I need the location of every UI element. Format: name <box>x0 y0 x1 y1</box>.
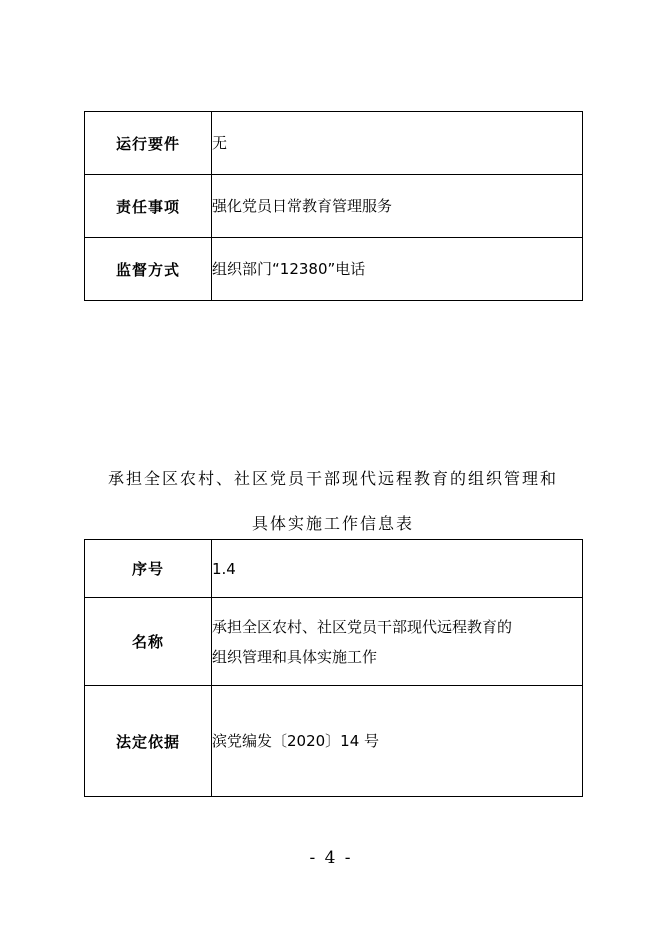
row-value: 滨党编发〔2020〕14 号 <box>212 686 583 797</box>
section-heading-line-1: 承担全区农村、社区党员干部现代远程教育的组织管理和 <box>107 469 558 488</box>
row-value: 强化党员日常教育管理服务 <box>212 175 583 238</box>
row-label: 名称 <box>85 598 212 686</box>
table-row <box>85 540 583 598</box>
table-row <box>85 598 583 686</box>
row-label: 监督方式 <box>85 238 212 301</box>
section-heading <box>84 456 582 546</box>
table-row <box>85 238 583 301</box>
table-operation-requirements <box>84 111 583 301</box>
row-value: 组织部门“12380”电话 <box>212 238 583 301</box>
table-row <box>85 175 583 238</box>
table-row <box>85 112 583 175</box>
page-number: - 4 - <box>309 848 353 868</box>
row-value: 无 <box>212 112 583 175</box>
row-value-line-2: 组织管理和具体实施工作 <box>212 647 378 666</box>
section-heading-line-2: 具体实施工作信息表 <box>251 514 414 533</box>
row-label: 序号 <box>85 540 212 598</box>
row-label: 法定依据 <box>85 686 212 797</box>
row-label: 运行要件 <box>85 112 212 175</box>
row-value <box>212 598 583 686</box>
row-value: 1.4 <box>212 540 583 598</box>
row-value-line-1: 承担全区农村、社区党员干部现代远程教育的 <box>212 617 513 636</box>
table-row <box>85 686 583 797</box>
row-label: 责任事项 <box>85 175 212 238</box>
table-info-sheet <box>84 539 583 797</box>
